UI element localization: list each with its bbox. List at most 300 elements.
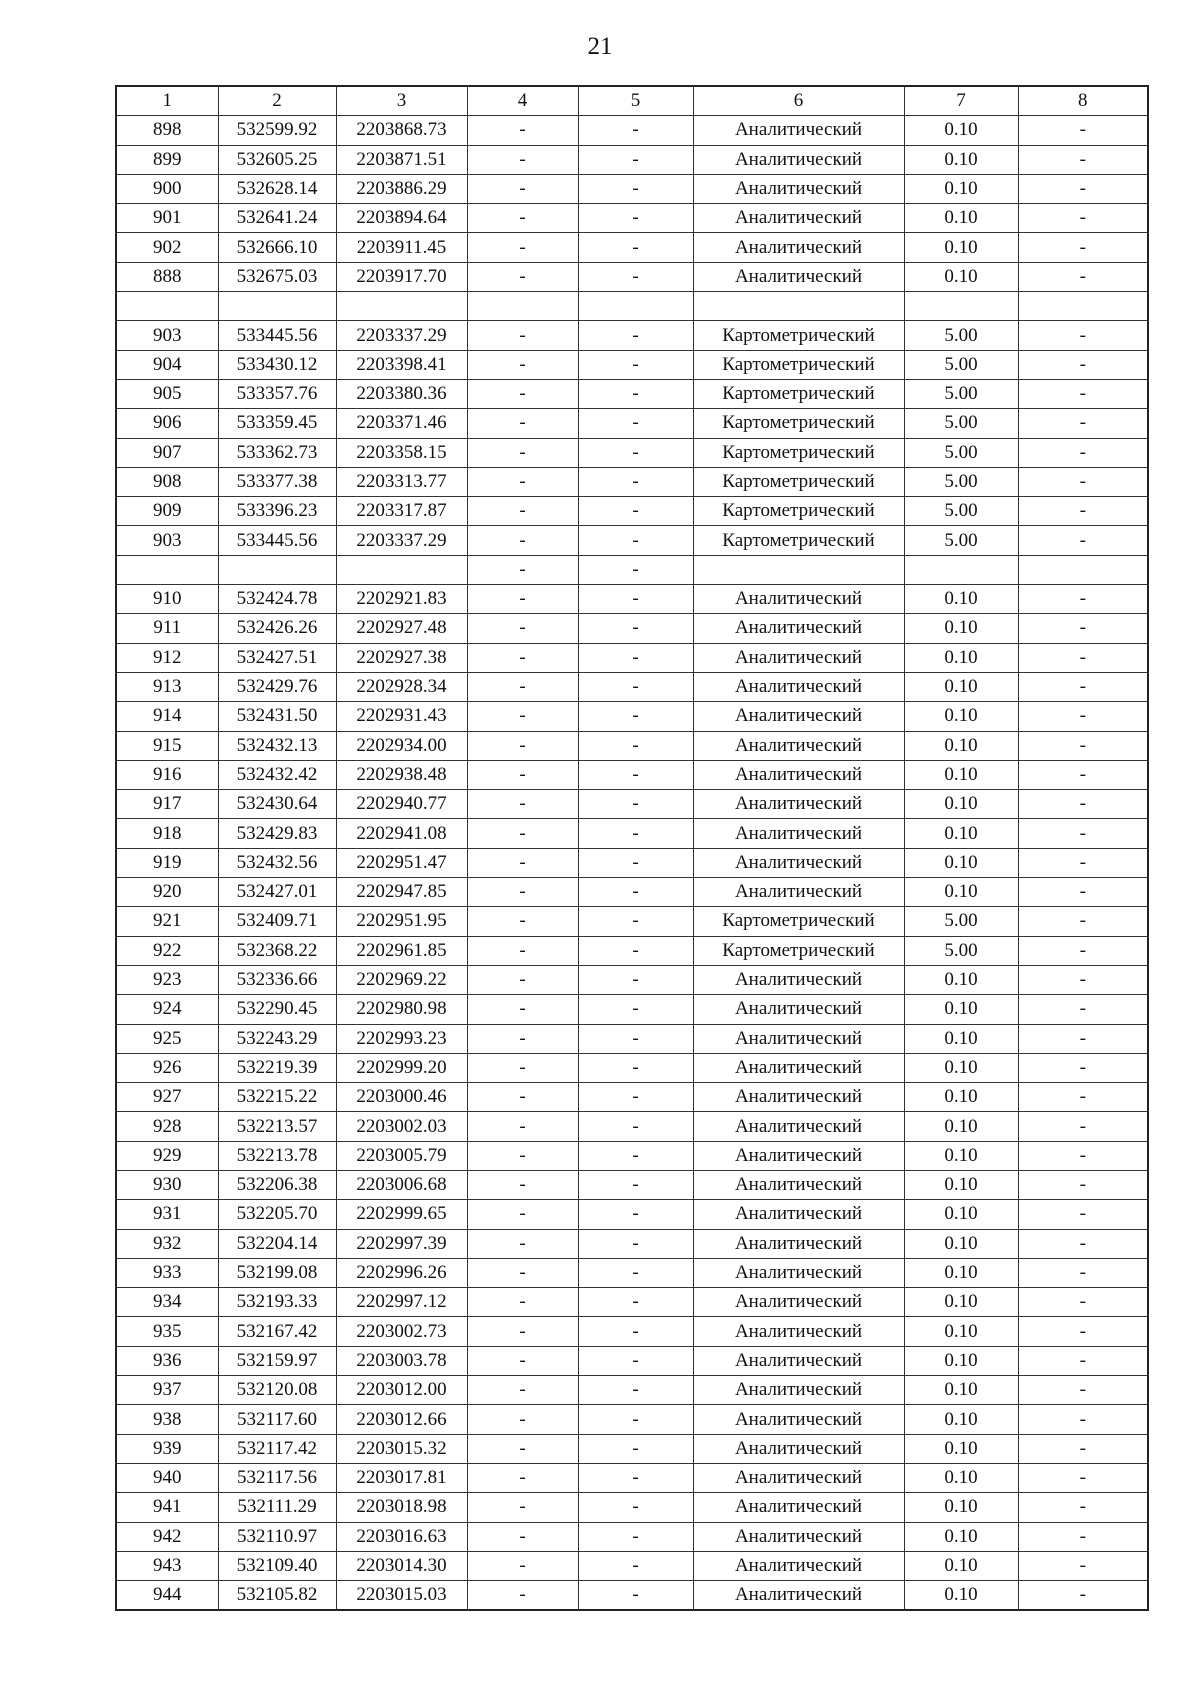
table-cell [218,555,336,584]
table-cell: - [1018,497,1148,526]
table-cell: 532167.42 [218,1317,336,1346]
table-cell: - [467,321,578,350]
table-cell: - [1018,1024,1148,1053]
table-cell: 2202941.08 [336,819,467,848]
table-cell: - [467,878,578,907]
table-cell: 0.10 [904,1024,1018,1053]
table-cell: - [467,1141,578,1170]
table-cell: - [1018,1229,1148,1258]
table-header-row [116,86,1148,116]
table-cell: - [578,1053,693,1082]
table-cell: - [467,1170,578,1199]
table-cell: - [578,262,693,291]
table-cell: Аналитический [693,1229,904,1258]
table-cell: - [1018,1288,1148,1317]
table-cell: 2203003.78 [336,1346,467,1375]
table-cell: 0.10 [904,174,1018,203]
table-cell: - [467,819,578,848]
table-cell: 2202961.85 [336,936,467,965]
table-cell [578,292,693,321]
table-cell: - [578,1434,693,1463]
table-cell: Аналитический [693,1317,904,1346]
table-cell: - [1018,526,1148,555]
table-cell: 0.10 [904,614,1018,643]
table-cell: - [578,438,693,467]
table-cell: 940 [116,1463,218,1492]
table-cell: 934 [116,1288,218,1317]
table-cell: - [578,1522,693,1551]
table-cell: 2203006.68 [336,1170,467,1199]
table-cell: 532117.56 [218,1463,336,1492]
table-cell: - [1018,1112,1148,1141]
table-cell: 532105.82 [218,1581,336,1611]
table-cell: - [578,174,693,203]
table-cell: - [578,702,693,731]
table-cell: 532599.92 [218,116,336,145]
table-cell: 0.10 [904,1288,1018,1317]
table-cell: Аналитический [693,233,904,262]
table-cell: - [1018,731,1148,760]
table-row [116,262,1148,291]
table-cell: 532426.26 [218,614,336,643]
table-cell: - [1018,614,1148,643]
table-row [116,995,1148,1024]
table-cell: - [1018,321,1148,350]
table-cell: - [467,1405,578,1434]
table-cell: 532206.38 [218,1170,336,1199]
table-row [116,1522,1148,1551]
table-row [116,1317,1148,1346]
table-cell: 919 [116,848,218,877]
table-cell: 928 [116,1112,218,1141]
table-cell: 0.10 [904,1463,1018,1492]
table-cell: 533445.56 [218,526,336,555]
table-cell: 905 [116,379,218,408]
table-cell: - [467,174,578,203]
table-cell: Картометрический [693,936,904,965]
column-header: 2 [218,86,336,116]
table-cell: - [467,262,578,291]
table-cell: 2203016.63 [336,1522,467,1551]
table-cell: 5.00 [904,379,1018,408]
table-row [116,1376,1148,1405]
table-cell: 911 [116,614,218,643]
table-cell: - [467,409,578,438]
table-cell: 2202996.26 [336,1258,467,1287]
table-row [116,1053,1148,1082]
table-cell: - [1018,1083,1148,1112]
table-cell: 927 [116,1083,218,1112]
table-cell: 532628.14 [218,174,336,203]
table-cell: 532290.45 [218,995,336,1024]
table-cell: 0.10 [904,1112,1018,1141]
table-cell: 5.00 [904,936,1018,965]
table-cell: - [578,1346,693,1375]
table-cell: Картометрический [693,350,904,379]
table-cell: 929 [116,1141,218,1170]
table-cell: 900 [116,174,218,203]
table-cell: 0.10 [904,672,1018,701]
table-cell: 2203012.66 [336,1405,467,1434]
table-cell: 903 [116,321,218,350]
table-cell: - [1018,819,1148,848]
table-cell: - [467,1024,578,1053]
table-cell: - [1018,878,1148,907]
table-cell: - [467,145,578,174]
table-cell: 2202931.43 [336,702,467,731]
table-cell: 2203000.46 [336,1083,467,1112]
table-cell: - [467,1376,578,1405]
table-cell: - [467,438,578,467]
table-row [116,819,1148,848]
table-cell [1018,292,1148,321]
table-cell: 910 [116,585,218,614]
table-cell: - [578,995,693,1024]
table-cell [1018,555,1148,584]
table-cell: 0.10 [904,643,1018,672]
table-row [116,936,1148,965]
table-cell: Аналитический [693,1170,904,1199]
table-cell: - [578,204,693,233]
table-cell: - [467,233,578,262]
table-cell: 532641.24 [218,204,336,233]
table-cell: 2203337.29 [336,526,467,555]
table-cell: - [578,643,693,672]
table-cell: 2202951.95 [336,907,467,936]
table-cell: - [578,819,693,848]
table-cell [693,292,904,321]
table-row [116,174,1148,203]
table-cell: Аналитический [693,760,904,789]
table-cell: - [467,1493,578,1522]
table-cell: - [1018,760,1148,789]
table-row [116,321,1148,350]
table-cell: - [467,614,578,643]
table-cell: 533359.45 [218,409,336,438]
table-cell: 533357.76 [218,379,336,408]
table-cell: 907 [116,438,218,467]
table-cell: 899 [116,145,218,174]
table-cell: Аналитический [693,145,904,174]
table-cell: - [578,379,693,408]
table-cell: - [1018,1581,1148,1611]
table-cell: 0.10 [904,731,1018,760]
table-cell: - [578,790,693,819]
table-cell: 2203337.29 [336,321,467,350]
table-cell: 532431.50 [218,702,336,731]
table-cell: 936 [116,1346,218,1375]
table-cell: Аналитический [693,116,904,145]
table-cell: - [1018,643,1148,672]
table-cell: Аналитический [693,643,904,672]
table-cell: 5.00 [904,321,1018,350]
table-cell: 532675.03 [218,262,336,291]
table-cell: Картометрический [693,907,904,936]
table-cell: - [1018,204,1148,233]
table-row [116,1551,1148,1580]
table-row [116,1024,1148,1053]
table-cell: - [578,1200,693,1229]
table-cell: - [578,1581,693,1611]
table-cell: 2202940.77 [336,790,467,819]
table-cell: 533430.12 [218,350,336,379]
table-cell: 532666.10 [218,233,336,262]
table-cell: - [467,1112,578,1141]
table-cell: 5.00 [904,409,1018,438]
table-cell: 2203917.70 [336,262,467,291]
table-cell: - [467,1434,578,1463]
table-row [116,643,1148,672]
table-cell: 915 [116,731,218,760]
table-cell: 914 [116,702,218,731]
page-number: 21 [587,33,613,60]
table-row [116,1229,1148,1258]
table-cell: - [1018,848,1148,877]
table-cell: 532215.22 [218,1083,336,1112]
table-cell: - [467,497,578,526]
table-cell: - [578,1376,693,1405]
table-cell: - [1018,350,1148,379]
table-cell: 2202969.22 [336,965,467,994]
table-cell: - [467,1551,578,1580]
table-cell: - [467,555,578,584]
table-cell: 933 [116,1258,218,1287]
table-row [116,1141,1148,1170]
table-row [116,409,1148,438]
table-cell: - [578,848,693,877]
table-cell [904,292,1018,321]
table-cell: 2202993.23 [336,1024,467,1053]
table-row [116,379,1148,408]
table-cell: 532204.14 [218,1229,336,1258]
table-cell: Аналитический [693,1083,904,1112]
table-cell: - [1018,409,1148,438]
table-cell: Аналитический [693,702,904,731]
table-cell: Аналитический [693,1053,904,1082]
table-cell: - [578,1024,693,1053]
column-header: 5 [578,86,693,116]
table-cell: 904 [116,350,218,379]
table-cell: - [578,1258,693,1287]
table-cell: Аналитический [693,1493,904,1522]
table-row [116,1258,1148,1287]
table-row [116,965,1148,994]
table-cell: Аналитический [693,731,904,760]
table-row [116,1288,1148,1317]
table-cell: 925 [116,1024,218,1053]
table-cell: 898 [116,116,218,145]
column-header: 6 [693,86,904,116]
table-cell [467,292,578,321]
table-cell: 2202927.48 [336,614,467,643]
table-cell: 0.10 [904,1317,1018,1346]
table-cell: - [578,907,693,936]
table-row [116,467,1148,496]
table-cell: Картометрический [693,526,904,555]
table-cell: 532429.76 [218,672,336,701]
table-cell: - [1018,672,1148,701]
table-cell: - [467,1346,578,1375]
table-cell: 0.10 [904,233,1018,262]
table-cell: 2203317.87 [336,497,467,526]
table-cell [693,555,904,584]
table-cell: - [578,585,693,614]
table-cell: 0.10 [904,790,1018,819]
table-cell: 2203868.73 [336,116,467,145]
table-cell: Аналитический [693,262,904,291]
column-header: 3 [336,86,467,116]
table-cell: 2203886.29 [336,174,467,203]
table-cell: - [1018,1434,1148,1463]
table-cell: 2202927.38 [336,643,467,672]
table-cell: - [467,204,578,233]
table-cell: 0.10 [904,1522,1018,1551]
table-cell [116,555,218,584]
table-cell: - [1018,262,1148,291]
table-cell: - [578,555,693,584]
table-cell: Аналитический [693,965,904,994]
table-cell: - [578,1083,693,1112]
table-row [116,350,1148,379]
table-cell: 2203005.79 [336,1141,467,1170]
table-cell: 532199.08 [218,1258,336,1287]
table-cell: - [578,1405,693,1434]
table-cell: 532429.83 [218,819,336,848]
table-cell: - [467,585,578,614]
table-cell: 2203313.77 [336,467,467,496]
table-cell: - [1018,907,1148,936]
table-cell: - [1018,1346,1148,1375]
table-cell: 888 [116,262,218,291]
table-row [116,1200,1148,1229]
table-cell: 942 [116,1522,218,1551]
table-cell: 903 [116,526,218,555]
table-cell: Аналитический [693,1405,904,1434]
table-cell: 532605.25 [218,145,336,174]
table-cell: - [1018,1551,1148,1580]
table-row [116,1346,1148,1375]
table-cell: 0.10 [904,702,1018,731]
table-cell: 0.10 [904,1083,1018,1112]
table-cell: - [467,116,578,145]
table-row [116,672,1148,701]
table-cell: - [578,614,693,643]
table-cell: 932 [116,1229,218,1258]
table-cell: Аналитический [693,790,904,819]
table-cell [904,555,1018,584]
table-cell: 913 [116,672,218,701]
table-cell: 941 [116,1493,218,1522]
table-cell: 0.10 [904,995,1018,1024]
table-cell: 2202951.47 [336,848,467,877]
table-cell: 2203398.41 [336,350,467,379]
table-row [116,702,1148,731]
table-cell: - [1018,1376,1148,1405]
table-cell: - [578,526,693,555]
table-cell: 2202934.00 [336,731,467,760]
table-cell: - [578,965,693,994]
table-row [116,233,1148,262]
table-row [116,1170,1148,1199]
table-cell: - [467,1463,578,1492]
table-cell: - [467,672,578,701]
table-cell: - [467,848,578,877]
table-cell: - [467,995,578,1024]
table-cell: Аналитический [693,819,904,848]
table-cell: 5.00 [904,497,1018,526]
table-cell: 5.00 [904,467,1018,496]
table-cell: 532430.64 [218,790,336,819]
table-cell: - [467,907,578,936]
table-row [116,760,1148,789]
table-row [116,204,1148,233]
table-row [116,614,1148,643]
table-row [116,907,1148,936]
table-row [116,790,1148,819]
table-cell: 926 [116,1053,218,1082]
table-cell: 2203380.36 [336,379,467,408]
table-cell [116,292,218,321]
table-cell: - [467,526,578,555]
column-header: 1 [116,86,218,116]
table-row [116,585,1148,614]
table-cell: 0.10 [904,878,1018,907]
table-cell: - [578,1493,693,1522]
table-body [116,116,1148,1611]
table-row [116,1083,1148,1112]
table-cell: - [467,467,578,496]
table-cell: 532109.40 [218,1551,336,1580]
table-cell: 917 [116,790,218,819]
table-cell: - [1018,702,1148,731]
table-cell: Аналитический [693,848,904,877]
table-cell: 0.10 [904,1258,1018,1287]
table-cell: Картометрический [693,409,904,438]
table-cell: 908 [116,467,218,496]
table-cell: 937 [116,1376,218,1405]
table-cell: - [1018,1405,1148,1434]
table-cell: 0.10 [904,1053,1018,1082]
table-cell: 0.10 [904,1493,1018,1522]
table-cell: Аналитический [693,1581,904,1611]
table-cell: 532193.33 [218,1288,336,1317]
table-row [116,848,1148,877]
table-cell: 901 [116,204,218,233]
table-cell: Аналитический [693,1288,904,1317]
table-cell: 2203014.30 [336,1551,467,1580]
table-cell: 909 [116,497,218,526]
table-cell: - [467,1522,578,1551]
table-cell: - [578,878,693,907]
table-cell: 532427.01 [218,878,336,907]
table-cell: - [1018,438,1148,467]
table-row [116,1463,1148,1492]
table-cell: 0.10 [904,848,1018,877]
table-cell: 938 [116,1405,218,1434]
table-cell: Аналитический [693,1522,904,1551]
table-row [116,1493,1148,1522]
table-cell: - [1018,1258,1148,1287]
table-row [116,555,1148,584]
table-cell: - [578,1112,693,1141]
table-cell: 935 [116,1317,218,1346]
table-cell: Аналитический [693,1258,904,1287]
table-cell: 533377.38 [218,467,336,496]
table-cell: 2202997.12 [336,1288,467,1317]
table-cell: 5.00 [904,907,1018,936]
table-cell: 0.10 [904,1170,1018,1199]
table-cell: - [1018,1522,1148,1551]
